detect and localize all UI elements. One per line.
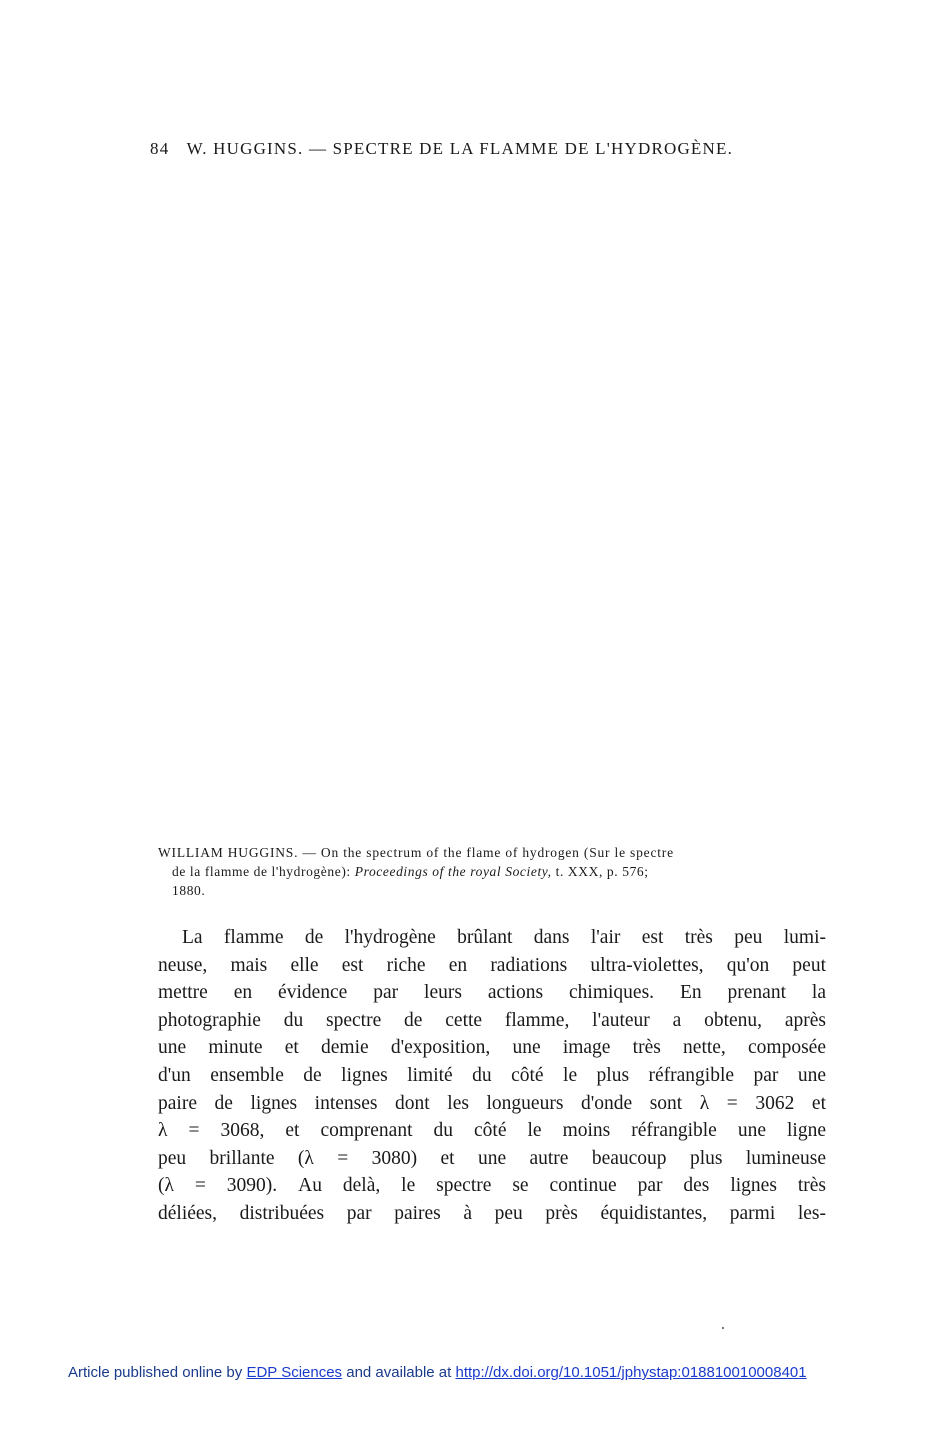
body-line: mettre en évidence par leurs actions chimiques. En prenant la — [158, 982, 826, 1004]
body-paragraph — [158, 924, 826, 1228]
bibliographic-citation — [158, 843, 828, 900]
body-line: paire de lignes intenses dont les longueurs d'onde sont λ = 3062 et — [158, 1092, 826, 1114]
citation-line-1: WILLIAM HUGGINS. — On the spectrum of the flame of hydrogen (Sur le spectre — [158, 845, 674, 860]
page-number: 84 — [150, 139, 170, 158]
footer-text-1: Article published online by — [68, 1364, 247, 1381]
citation-line-3: 1880. — [172, 883, 206, 898]
citation-line-2-prefix: de la flamme de l'hydrogène): — [172, 864, 355, 879]
body-line: neuse, mais elle est riche en radiations ultra-violettes, qu'on peut — [158, 954, 826, 976]
body-line: déliées, distribuées par paires à peu près équidistantes, parmi les- — [158, 1202, 826, 1224]
body-line: La flamme de l'hydrogène brûlant dans l'air est très peu lumi- — [182, 927, 826, 948]
edp-sciences-link[interactable]: EDP Sciences — [246, 1364, 343, 1381]
citation-line-2 — [158, 862, 828, 881]
citation-line-2-suffix: t. XXX, p. 576; — [551, 864, 649, 879]
scan-speck — [722, 1327, 724, 1329]
body-line: une minute et demie d'exposition, une image très nette, composée — [158, 1037, 826, 1059]
body-line: λ = 3068, et comprenant du côté le moins réfrangible une ligne — [158, 1120, 826, 1142]
publication-footer — [68, 1364, 807, 1381]
body-line: photographie du spectre de cette flamme, l'auteur a obtenu, après — [158, 1009, 826, 1031]
body-line: d'un ensemble de lignes limité du côté le plus réfrangible par une — [158, 1064, 826, 1086]
running-header — [150, 139, 790, 159]
doi-link[interactable]: http://dx.doi.org/10.1051/jphystap:018810010008401 — [455, 1364, 807, 1381]
running-title: W. HUGGINS. — SPECTRE DE LA FLAMME DE L'HYDROGÈNE. — [186, 139, 734, 158]
body-line: peu brillante (λ = 3080) et une autre beaucoup plus lumineuse — [158, 1147, 826, 1169]
footer-text-2: and available at — [342, 1364, 456, 1381]
citation-journal: Proceedings of the royal Society, — [354, 864, 552, 879]
body-line: (λ = 3090). Au delà, le spectre se continue par des lignes très — [158, 1175, 826, 1197]
